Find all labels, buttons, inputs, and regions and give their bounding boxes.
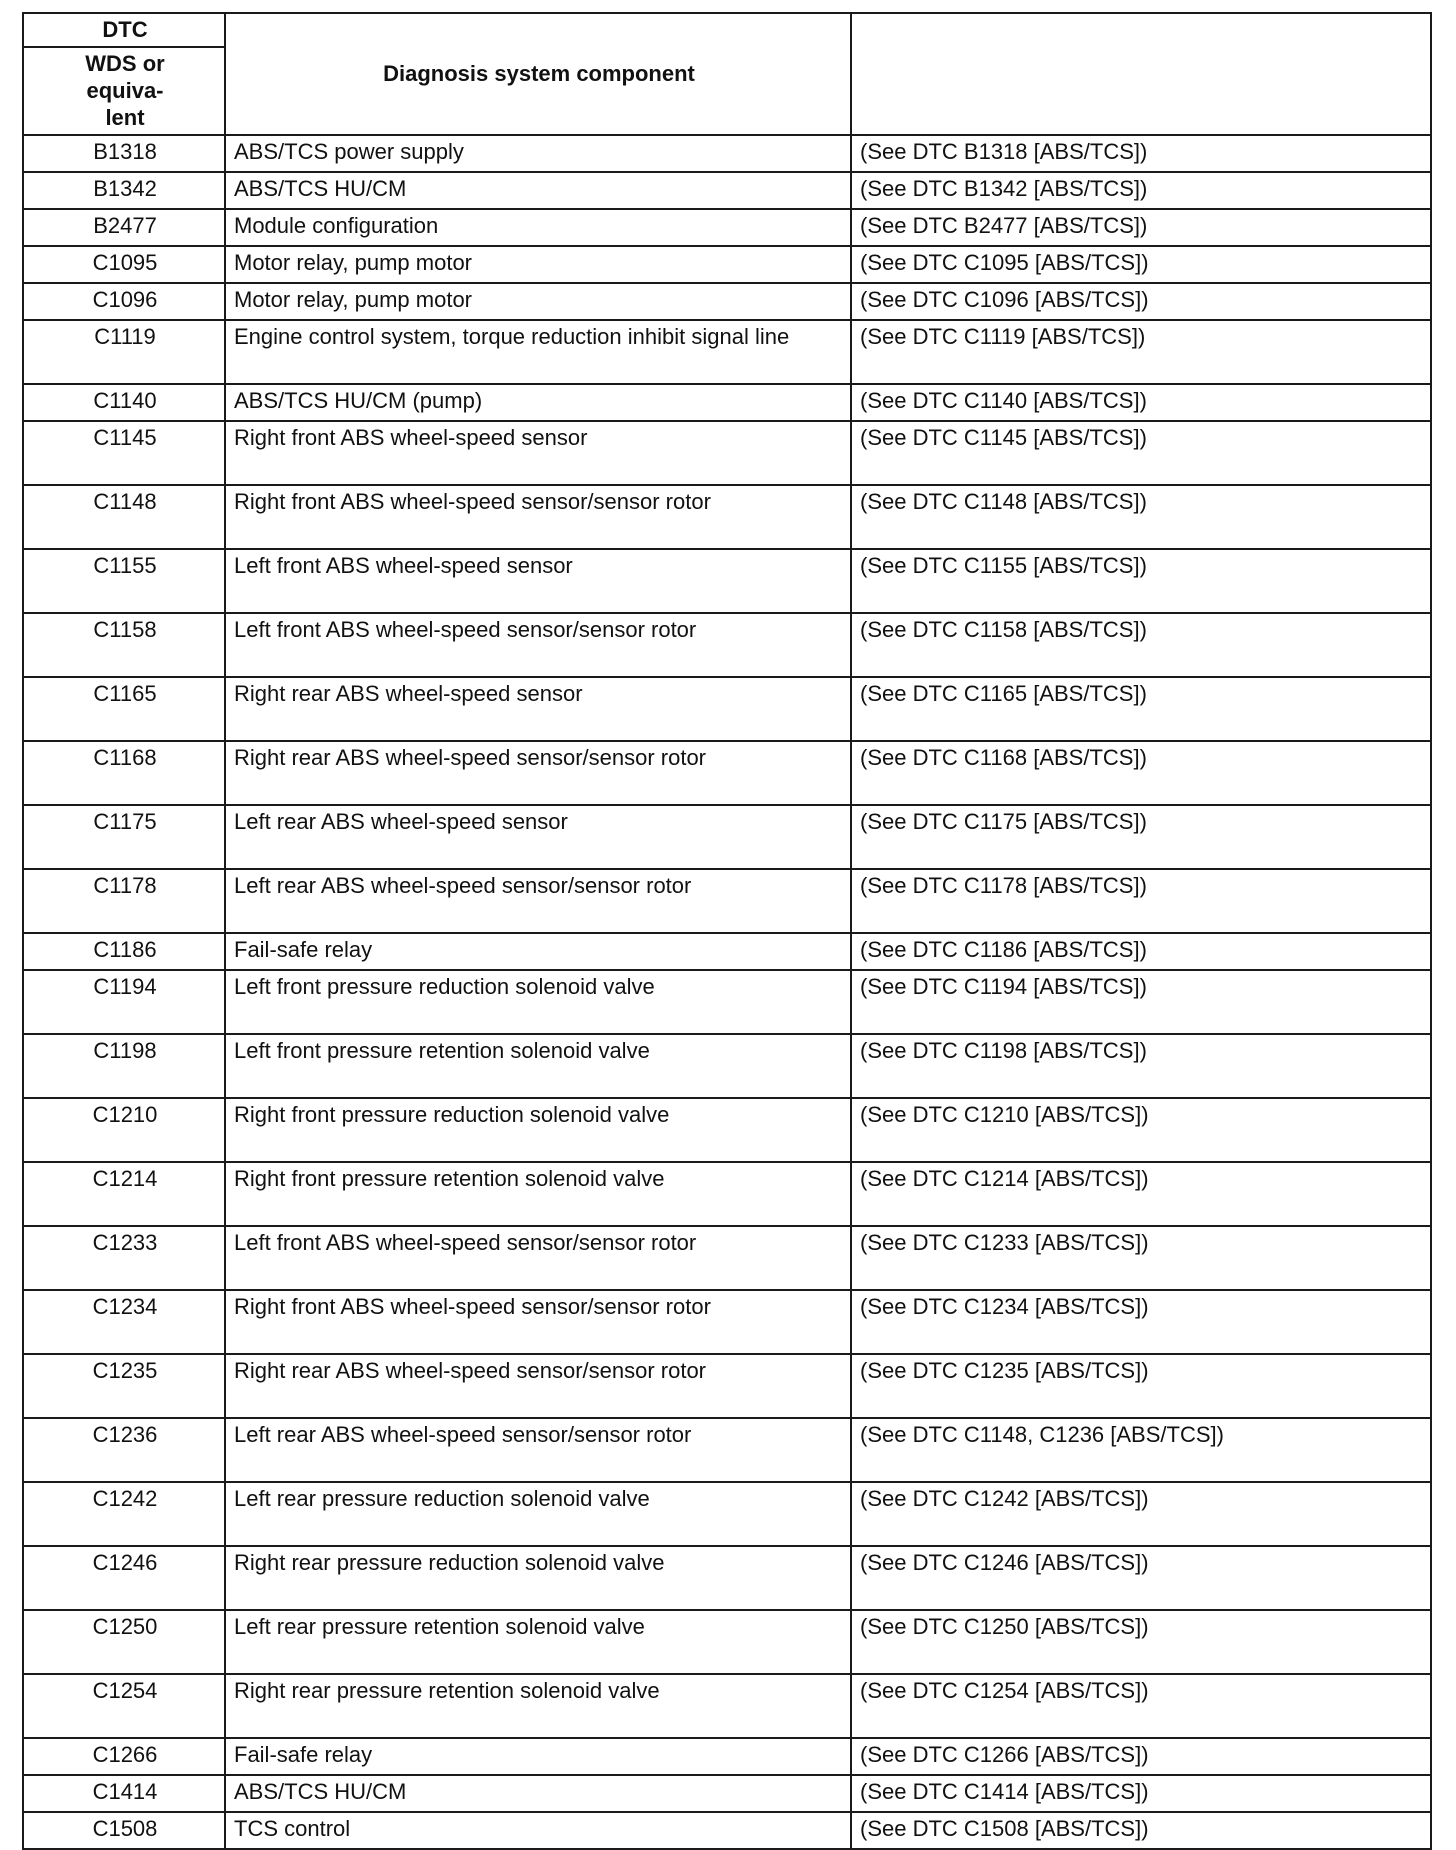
reference: (See DTC C1148 [ABS/TCS]) [851, 485, 1431, 549]
reference: (See DTC C1140 [ABS/TCS]) [851, 384, 1431, 421]
reference: (See DTC C1148, C1236 [ABS/TCS]) [851, 1418, 1431, 1482]
table-row [23, 135, 1431, 172]
dtc-code: C1165 [23, 677, 225, 741]
component: ABS/TCS HU/CM [225, 172, 851, 209]
dtc-code: C1508 [23, 1812, 225, 1849]
document-page [22, 12, 1430, 1850]
component: ABS/TCS power supply [225, 135, 851, 172]
component: Left rear pressure reduction solenoid valve [225, 1482, 851, 1546]
table-row [23, 1775, 1431, 1812]
table-row [23, 1098, 1431, 1162]
dtc-code: C1158 [23, 613, 225, 677]
component: Engine control system, torque reduction inhibit signal line [225, 320, 851, 384]
header-wds-line1: WDS or [85, 51, 165, 76]
table-row [23, 869, 1431, 933]
table-row [23, 172, 1431, 209]
component: Motor relay, pump motor [225, 283, 851, 320]
component: Module configuration [225, 209, 851, 246]
dtc-code: C1168 [23, 741, 225, 805]
table-row [23, 741, 1431, 805]
dtc-code: B2477 [23, 209, 225, 246]
table-row [23, 677, 1431, 741]
reference: (See DTC C1145 [ABS/TCS]) [851, 421, 1431, 485]
component: Left rear ABS wheel-speed sensor/sensor rotor [225, 1418, 851, 1482]
dtc-code: C1096 [23, 283, 225, 320]
table-row [23, 421, 1431, 485]
table-row [23, 933, 1431, 970]
component: Motor relay, pump motor [225, 246, 851, 283]
reference: (See DTC C1175 [ABS/TCS]) [851, 805, 1431, 869]
header-component: Diagnosis system component [225, 13, 851, 135]
table-row [23, 1546, 1431, 1610]
component: Left front ABS wheel-speed sensor/sensor rotor [225, 613, 851, 677]
component: Right front ABS wheel-speed sensor/sensor rotor [225, 485, 851, 549]
component: Right front ABS wheel-speed sensor [225, 421, 851, 485]
component: Left front pressure retention solenoid valve [225, 1034, 851, 1098]
dtc-code: B1318 [23, 135, 225, 172]
reference: (See DTC C1250 [ABS/TCS]) [851, 1610, 1431, 1674]
table-row [23, 1354, 1431, 1418]
component: ABS/TCS HU/CM (pump) [225, 384, 851, 421]
header-dtc: DTC [23, 13, 225, 47]
component: Left rear pressure retention solenoid valve [225, 1610, 851, 1674]
table-row [23, 1482, 1431, 1546]
table-row [23, 970, 1431, 1034]
header-wds [23, 47, 225, 135]
component: Right rear ABS wheel-speed sensor/sensor rotor [225, 1354, 851, 1418]
dtc-code: C1234 [23, 1290, 225, 1354]
table-row [23, 613, 1431, 677]
reference: (See DTC B2477 [ABS/TCS]) [851, 209, 1431, 246]
dtc-code: C1178 [23, 869, 225, 933]
header-wds-line2: equiva- [86, 78, 164, 103]
component: Left front ABS wheel-speed sensor [225, 549, 851, 613]
component: TCS control [225, 1812, 851, 1849]
table-row [23, 246, 1431, 283]
dtc-code: C1414 [23, 1775, 225, 1812]
reference: (See DTC C1246 [ABS/TCS]) [851, 1546, 1431, 1610]
component: Left rear ABS wheel-speed sensor [225, 805, 851, 869]
dtc-code: C1198 [23, 1034, 225, 1098]
reference: (See DTC C1198 [ABS/TCS]) [851, 1034, 1431, 1098]
component: Right front pressure reduction solenoid valve [225, 1098, 851, 1162]
dtc-code: C1242 [23, 1482, 225, 1546]
component: Right rear ABS wheel-speed sensor/sensor rotor [225, 741, 851, 805]
table-row [23, 283, 1431, 320]
table-row [23, 1738, 1431, 1775]
dtc-code: C1250 [23, 1610, 225, 1674]
table-row [23, 320, 1431, 384]
table-row [23, 805, 1431, 869]
reference: (See DTC C1234 [ABS/TCS]) [851, 1290, 1431, 1354]
dtc-code: C1210 [23, 1098, 225, 1162]
reference: (See DTC C1095 [ABS/TCS]) [851, 246, 1431, 283]
dtc-code: B1342 [23, 172, 225, 209]
header-wds-line3: lent [105, 105, 145, 130]
table-row [23, 384, 1431, 421]
reference: (See DTC C1266 [ABS/TCS]) [851, 1738, 1431, 1775]
dtc-code: C1186 [23, 933, 225, 970]
table-row [23, 1812, 1431, 1849]
dtc-code: C1140 [23, 384, 225, 421]
reference: (See DTC C1165 [ABS/TCS]) [851, 677, 1431, 741]
reference: (See DTC C1242 [ABS/TCS]) [851, 1482, 1431, 1546]
reference: (See DTC C1186 [ABS/TCS]) [851, 933, 1431, 970]
reference: (See DTC C1235 [ABS/TCS]) [851, 1354, 1431, 1418]
reference: (See DTC C1210 [ABS/TCS]) [851, 1098, 1431, 1162]
reference: (See DTC B1318 [ABS/TCS]) [851, 135, 1431, 172]
dtc-code: C1119 [23, 320, 225, 384]
reference: (See DTC C1214 [ABS/TCS]) [851, 1162, 1431, 1226]
dtc-code: C1254 [23, 1674, 225, 1738]
table-row [23, 549, 1431, 613]
reference: (See DTC C1168 [ABS/TCS]) [851, 741, 1431, 805]
reference: (See DTC C1414 [ABS/TCS]) [851, 1775, 1431, 1812]
reference: (See DTC C1096 [ABS/TCS]) [851, 283, 1431, 320]
reference: (See DTC C1155 [ABS/TCS]) [851, 549, 1431, 613]
dtc-code: C1236 [23, 1418, 225, 1482]
table-row [23, 1034, 1431, 1098]
dtc-code: C1246 [23, 1546, 225, 1610]
component: Right rear ABS wheel-speed sensor [225, 677, 851, 741]
dtc-code: C1145 [23, 421, 225, 485]
reference: (See DTC B1342 [ABS/TCS]) [851, 172, 1431, 209]
dtc-code: C1148 [23, 485, 225, 549]
dtc-code: C1194 [23, 970, 225, 1034]
component: ABS/TCS HU/CM [225, 1775, 851, 1812]
table-row [23, 1674, 1431, 1738]
reference: (See DTC C1254 [ABS/TCS]) [851, 1674, 1431, 1738]
reference: (See DTC C1178 [ABS/TCS]) [851, 869, 1431, 933]
table-row [23, 1418, 1431, 1482]
table-row [23, 1162, 1431, 1226]
reference: (See DTC C1508 [ABS/TCS]) [851, 1812, 1431, 1849]
table-row [23, 209, 1431, 246]
component: Left front ABS wheel-speed sensor/sensor rotor [225, 1226, 851, 1290]
reference: (See DTC C1194 [ABS/TCS]) [851, 970, 1431, 1034]
component: Fail-safe relay [225, 933, 851, 970]
component: Right rear pressure retention solenoid valve [225, 1674, 851, 1738]
component: Left front pressure reduction solenoid valve [225, 970, 851, 1034]
table-row [23, 1226, 1431, 1290]
dtc-code: C1235 [23, 1354, 225, 1418]
dtc-code: C1155 [23, 549, 225, 613]
table-row [23, 485, 1431, 549]
component: Right front ABS wheel-speed sensor/sensor rotor [225, 1290, 851, 1354]
dtc-code: C1214 [23, 1162, 225, 1226]
reference: (See DTC C1158 [ABS/TCS]) [851, 613, 1431, 677]
component: Right rear pressure reduction solenoid valve [225, 1546, 851, 1610]
dtc-code: C1233 [23, 1226, 225, 1290]
component: Fail-safe relay [225, 1738, 851, 1775]
table-row [23, 1290, 1431, 1354]
reference: (See DTC C1233 [ABS/TCS]) [851, 1226, 1431, 1290]
component: Right front pressure retention solenoid valve [225, 1162, 851, 1226]
dtc-code: C1175 [23, 805, 225, 869]
dtc-code: C1095 [23, 246, 225, 283]
dtc-table [22, 12, 1432, 1850]
component: Left rear ABS wheel-speed sensor/sensor rotor [225, 869, 851, 933]
header-reference [851, 13, 1431, 135]
reference: (See DTC C1119 [ABS/TCS]) [851, 320, 1431, 384]
dtc-code: C1266 [23, 1738, 225, 1775]
table-row [23, 1610, 1431, 1674]
